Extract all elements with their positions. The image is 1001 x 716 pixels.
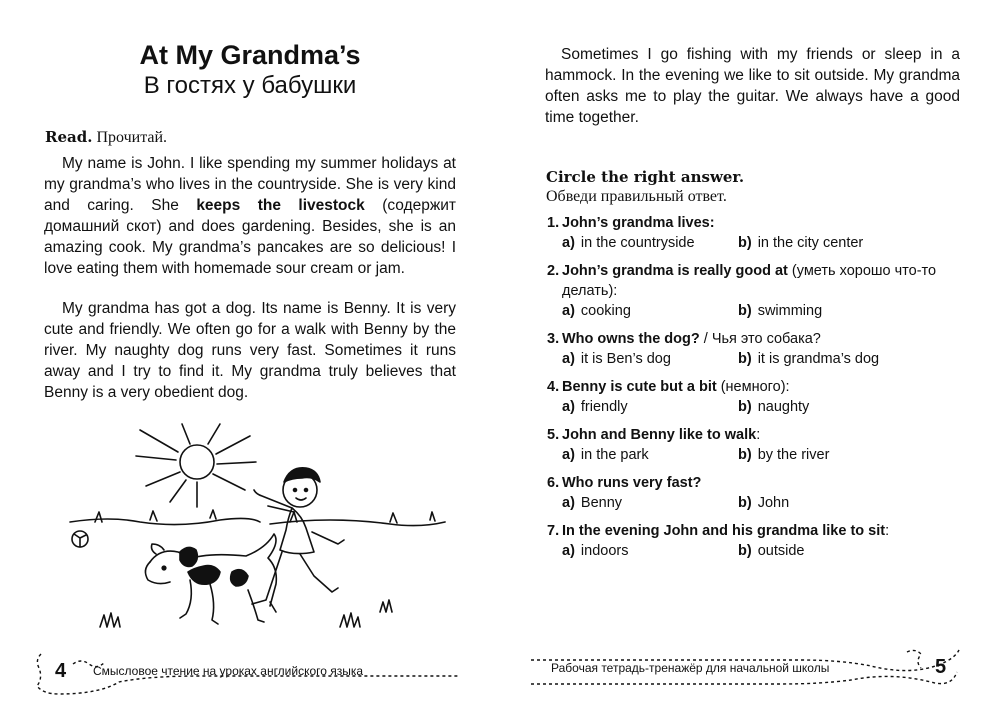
p1-text-start: My name is John. I like spending my summer holidays at my grandma’s who lives in the countryside. She is very kind and caring. She xyxy=(44,155,456,214)
p1-text-end: (содержит домашний скот) and does gardening. Besides, she is an amazing cook. My grandma’s pancakes are so delicious! I love eating them with homemade sour cream or jam. xyxy=(44,197,456,277)
question-7 xyxy=(547,521,967,561)
page-number: 5 xyxy=(935,656,947,678)
answer-option-a[interactable]: a) friendly xyxy=(562,399,628,415)
boy-figure xyxy=(252,468,344,604)
read-label-ru: Прочитай. xyxy=(96,129,168,146)
sun-icon xyxy=(136,424,256,507)
question-number: 1. xyxy=(547,215,560,231)
boy-and-dog-illustration xyxy=(60,422,450,642)
question-number: 5. xyxy=(547,427,560,443)
circle-label: Circle the right answer. xyxy=(546,168,745,186)
question-4 xyxy=(547,377,967,417)
answer-option-b[interactable]: b) swimming xyxy=(738,303,823,319)
circle-instruction-ru: Обведи правильный ответ. xyxy=(546,188,727,205)
ball-icon xyxy=(72,531,88,547)
question-number: 4. xyxy=(547,379,560,395)
answer-option-b[interactable]: b) it is grandma’s dog xyxy=(738,351,880,367)
question-number: 7. xyxy=(547,523,560,539)
question-text: John and Benny like to walk xyxy=(562,427,757,443)
question-note: / Чья это собака? xyxy=(699,331,821,347)
circle-instruction xyxy=(546,168,744,187)
question-number: 2. xyxy=(547,263,560,279)
story-paragraph-1 xyxy=(44,153,456,279)
page-subtitle: В гостях у бабушки xyxy=(143,72,357,99)
question-text: Who owns the dog? xyxy=(562,331,700,347)
answer-option-b[interactable]: b) by the river xyxy=(738,447,830,463)
question-note: : xyxy=(885,523,890,539)
answer-option-a[interactable]: a) Benny xyxy=(562,495,623,511)
answer-option-a[interactable]: a) in the countryside xyxy=(562,235,695,251)
question-number: 3. xyxy=(547,331,560,347)
story-paragraph-3: Sometimes I go fishing with my friends or sleep in a hammock. In the evening we like to sit outside. My grandma often asks me to play the guitar. We always have a good time together. xyxy=(545,46,960,126)
question-1 xyxy=(547,213,967,253)
question-text: Benny is cute but a bit xyxy=(562,379,717,395)
question-list xyxy=(547,213,967,569)
question-5 xyxy=(547,425,967,465)
right-page xyxy=(501,0,1001,716)
question-text: John’s grandma is really good at xyxy=(562,263,788,279)
footer xyxy=(531,648,971,698)
story-paragraph-2: My grandma has got a dog. Its name is Benny. It is very cute and friendly. We often go for a walk with Benny by the river. My naughty dog runs very fast. Sometimes it runs away and I try to find it. My grandma truly believes that Benny is a very obedient dog. xyxy=(44,300,456,401)
footer-title: Рабочая тетрадь-тренажёр для начальной школы xyxy=(551,661,830,675)
footer xyxy=(33,650,473,700)
read-instruction xyxy=(45,128,167,147)
answer-option-b[interactable]: b) in the city center xyxy=(738,235,864,251)
question-text: John’s grandma lives: xyxy=(562,215,715,231)
page-title: At My Grandma’s xyxy=(139,40,361,70)
answer-option-b[interactable]: b) outside xyxy=(738,543,805,559)
answer-option-b[interactable]: b) naughty xyxy=(738,399,810,415)
answer-option-a[interactable]: a) cooking xyxy=(562,303,631,319)
question-note: (уметь хорошо что-то делать): xyxy=(562,263,937,299)
question-note: (немного): xyxy=(716,379,790,395)
question-6 xyxy=(547,473,967,513)
left-page xyxy=(0,0,500,716)
footer-title: Смысловое чтение на уроках английского языка xyxy=(93,664,364,678)
question-text: Who runs very fast? xyxy=(562,475,702,491)
question-3 xyxy=(547,329,967,369)
question-2 xyxy=(547,261,967,321)
page-number: 4 xyxy=(55,660,67,682)
question-text: In the evening John and his grandma like to sit xyxy=(562,523,886,539)
answer-option-a[interactable]: a) it is Ben’s dog xyxy=(562,351,671,367)
answer-option-a[interactable]: a) in the park xyxy=(562,447,649,463)
dog-figure xyxy=(145,534,276,624)
read-label: Read. xyxy=(45,128,93,146)
answer-option-b[interactable]: b) John xyxy=(738,495,790,511)
question-number: 6. xyxy=(547,475,560,491)
answer-option-a[interactable]: a) indoors xyxy=(562,543,629,559)
question-note: : xyxy=(756,427,761,443)
p1-bold-phrase: keeps the livestock xyxy=(196,197,365,214)
